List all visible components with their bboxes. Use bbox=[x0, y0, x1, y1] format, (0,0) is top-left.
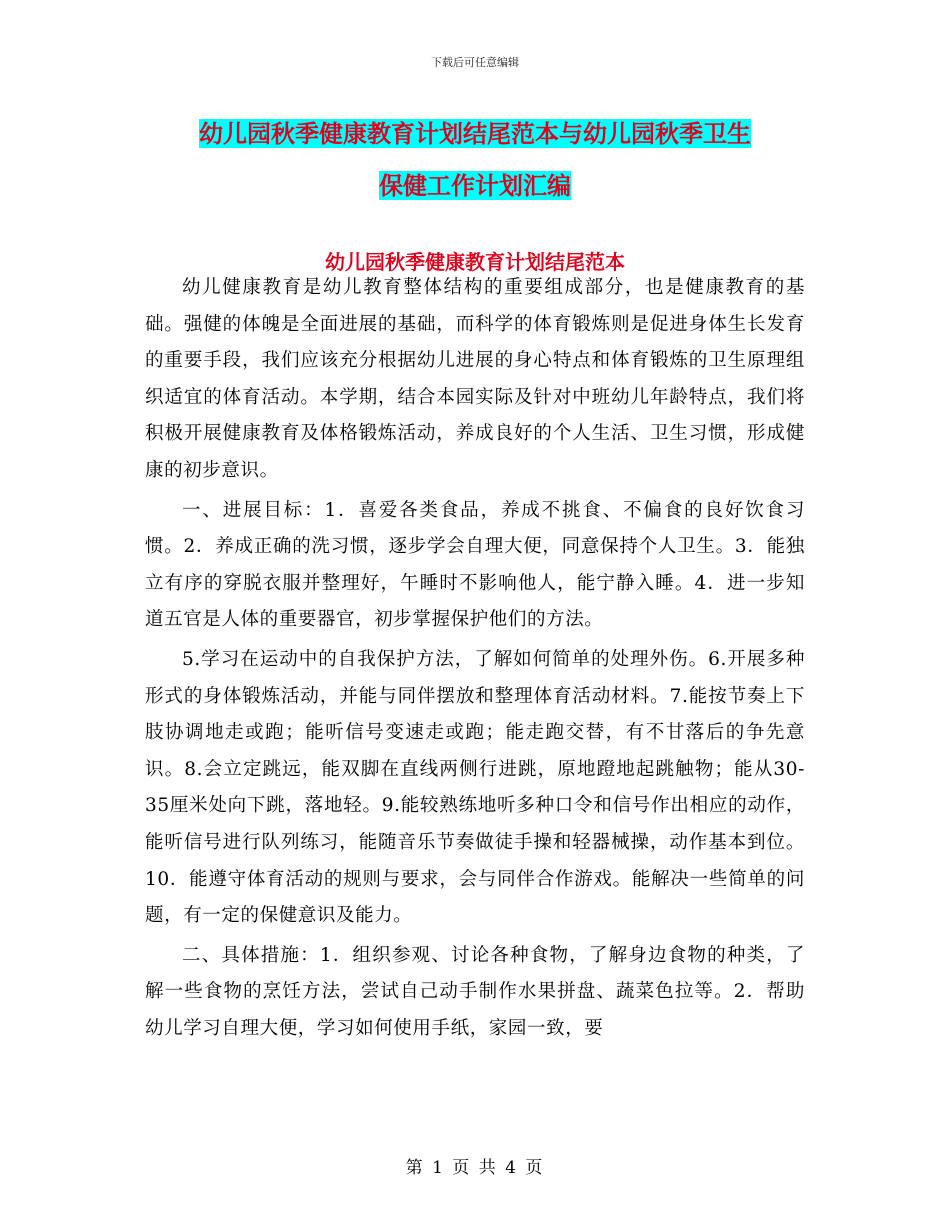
body-text bbox=[145, 270, 805, 1050]
document-title-line-1: 幼儿园秋季健康教育计划结尾范本与幼儿园秋季卫生 bbox=[199, 119, 751, 148]
page-footer: 第 1 页 共 4 页 bbox=[405, 1158, 545, 1178]
header-note: 下载后可任意编辑 bbox=[431, 56, 519, 69]
section-title: 幼儿园秋季健康教育计划结尾范本 bbox=[325, 250, 625, 274]
paragraph-measures: 二、具体措施：1．组织参观、讨论各种食物，了解身边食物的种类，了解一些食物的烹饪方法，尝试自己动手制作水果拼盘、蔬菜色拉等。2．帮助幼儿学习自理大便，学习如何使用手纸，家园一致，要 bbox=[145, 944, 805, 1039]
paragraph-goals: 一、进展目标：1．喜爱各类食品，养成不挑食、不偏食的良好饮食习惯。2．养成正确的洗习惯，逐步学会自理大便，同意保持个人卫生。3．能独立有序的穿脱衣服并整理好，午睡时不影响他人，能宁静入睡。4．进一步知道五官是人体的重要器官，初步掌握保护他们的方法。 bbox=[145, 499, 805, 631]
document-title-line-2: 保健工作计划汇编 bbox=[379, 171, 571, 200]
paragraph-intro: 幼儿健康教育是幼儿教育整体结构的重要组成部分，也是健康教育的基础。强健的体魄是全面进展的基础，而科学的体育锻炼则是促进身体生长发育的重要手段，我们应该充分根据幼儿进展的身心特点和体育锻炼的卫生原理组织适宜的体育活动。本学期，结合本园实际及针对中班幼儿年龄特点，我们将积极开展健康教育及体格锻炼活动，养成良好的个人生活、卫生习惯，形成健康的初步意识。 bbox=[145, 277, 805, 481]
paragraph-goals-continued: 5.学习在运动中的自我保护方法，了解如何简单的处理外伤。6.开展多种形式的身体锻炼活动，并能与同伴摆放和整理体育活动材料。7.能按节奏上下肢协调地走或跑；能听信号变速走或跑；能走跑交替，有不甘落后的争先意识。8.会立定跳远，能双脚在直线两侧行进跳，原地蹬地起跳触物；能从30-35厘米处向下跳，落地轻。9.能较熟练地听多种口令和信号作出相应的动作，能听信号进行队列练习，能随音乐节奏做徒手操和轻器械操，动作基本到位。10．能遵守体育活动的规则与要求，会与同伴合作游戏。能解决一些简单的问题，有一定的保健意识及能力。 bbox=[145, 648, 805, 927]
document-title bbox=[150, 108, 800, 212]
